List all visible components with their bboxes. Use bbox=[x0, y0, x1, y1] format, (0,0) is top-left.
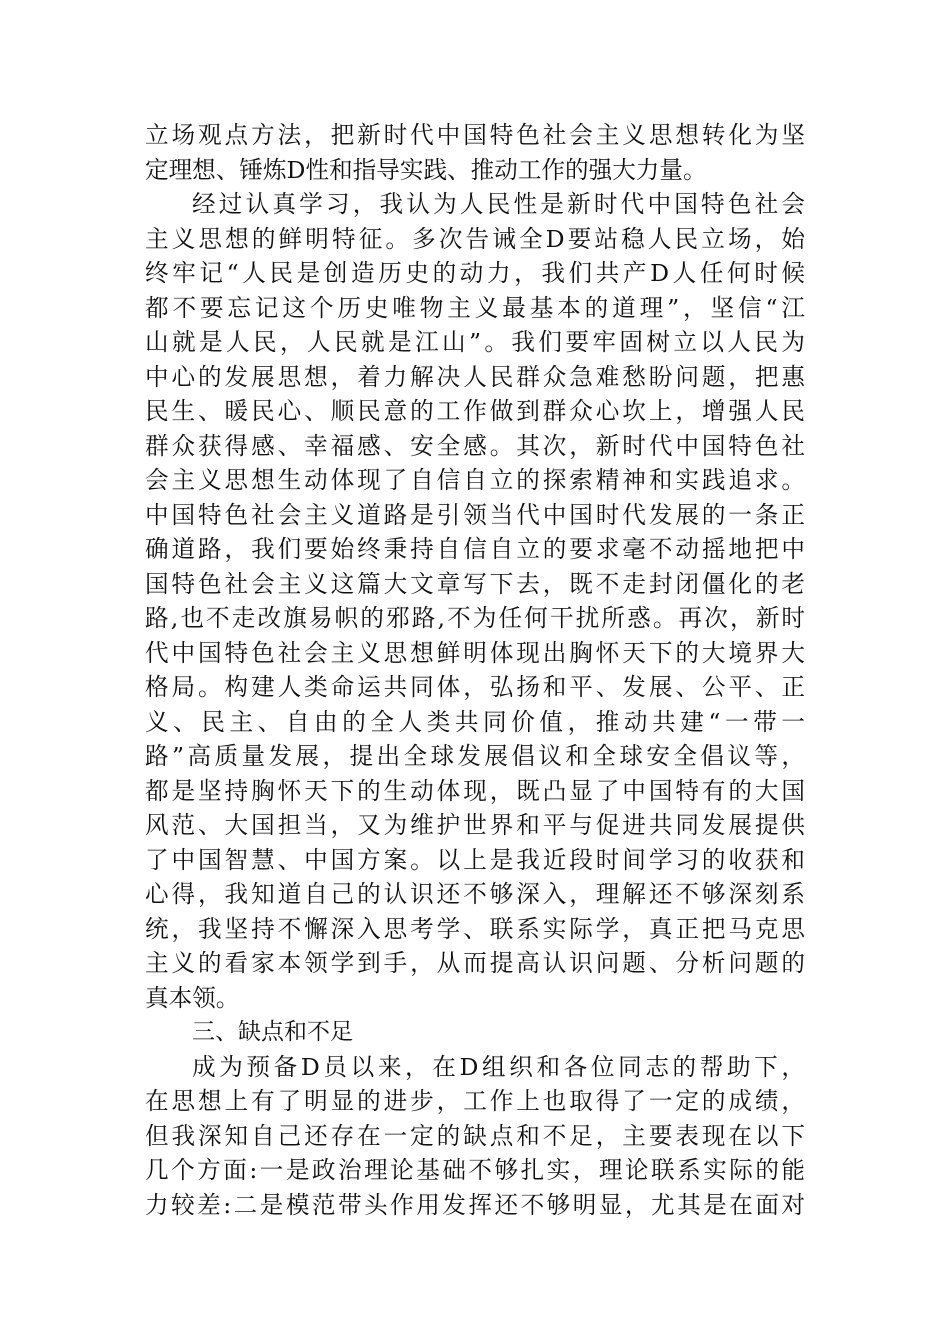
text-line: 了中国智慧、中国方案。以上是我近段时间学习的收获和 bbox=[145, 845, 805, 874]
text-line: 立场观点方法，把新时代中国特色社会主义思想转化为坚 bbox=[145, 121, 805, 149]
text-line: 山就是人民，人民就是江山”。我们要牢固树立以人民为 bbox=[145, 328, 805, 356]
text-line: 民生、暖民心、顺民意的工作做到群众心坎上，增强人民 bbox=[145, 397, 805, 425]
document-body bbox=[145, 118, 805, 1222]
text-line: 力较差:二是模范带头作用发挥还不够明显，尤其是在面对 bbox=[145, 1190, 805, 1219]
text-line: 中心的发展思想，着力解决人民群众急难愁盼问题，把惠 bbox=[145, 362, 805, 391]
text-line: 主义思想的鲜明特征。多次告诫全D要站稳人民立场，始 bbox=[145, 224, 805, 253]
text-line: 成为预备D员以来，在D组织和各位同志的帮助下， bbox=[192, 1052, 805, 1081]
text-line: 群众获得感、幸福感、安全感。其次，新时代中国特色社 bbox=[145, 431, 805, 460]
text-line: 都不要忘记这个历史唯物主义最基本的道理”，坚信“江 bbox=[145, 293, 805, 322]
text-line: 经过认真学习，我认为人民性是新时代中国特色社会 bbox=[192, 190, 805, 218]
text-line: 确道路，我们要始终秉持自信自立的要求毫不动摇地把中 bbox=[145, 535, 805, 563]
text-line: 主义的看家本领学到手，从而提高认识问题、分析问题的 bbox=[145, 949, 805, 977]
text-line: 代中国特色社会主义思想鲜明体现出胸怀天下的大境界大 bbox=[145, 638, 805, 667]
text-line: 路,也不走改旗易帜的邪路,不为任何干扰所惑。再次，新时 bbox=[145, 604, 805, 632]
text-line: 但我深知自己还存在一定的缺点和不足，主要表现在以下 bbox=[145, 1121, 805, 1150]
text-line: 真本领。 bbox=[145, 983, 240, 1012]
text-line: 中国特色社会主义道路是引领当代中国时代发展的一条正 bbox=[145, 500, 805, 529]
text-line: 国特色社会主义这篇大文章写下去，既不走封闭僵化的老 bbox=[145, 569, 805, 598]
text-line: 路”高质量发展，提出全球发展倡议和全球安全倡议等， bbox=[145, 742, 805, 770]
text-line: 心得，我知道自己的认识还不够深入，理解还不够深刻系 bbox=[145, 880, 805, 908]
text-line: 在思想上有了明显的进步，工作上也取得了一定的成绩， bbox=[145, 1087, 805, 1115]
text-line: 都是坚持胸怀天下的生动体现，既凸显了中国特有的大国 bbox=[145, 776, 805, 805]
text-line: 会主义思想生动体现了自信自立的探索精神和实践追求。 bbox=[145, 466, 805, 494]
text-line: 终牢记“人民是创造历史的动力，我们共产D人任何时候 bbox=[145, 259, 805, 287]
text-line: 风范、大国担当，又为维护世界和平与促进共同发展提供 bbox=[145, 811, 805, 839]
text-line: 格局。构建人类命运共同体，弘扬和平、发展、公平、正 bbox=[145, 673, 805, 701]
text-line: 义、民主、自由的全人类共同价值，推动共建“一带一 bbox=[145, 707, 805, 736]
text-line: 定理想、锤炼D性和指导实践、推动工作的强大力量。 bbox=[145, 155, 707, 184]
text-line: 统，我坚持不懈深入思考学、联系实际学，真正把马克思 bbox=[145, 914, 805, 943]
section-heading: 三、缺点和不足 bbox=[192, 1019, 353, 1045]
text-line: 几个方面:一是政治理论基础不够扎实，理论联系实际的能 bbox=[145, 1156, 805, 1184]
